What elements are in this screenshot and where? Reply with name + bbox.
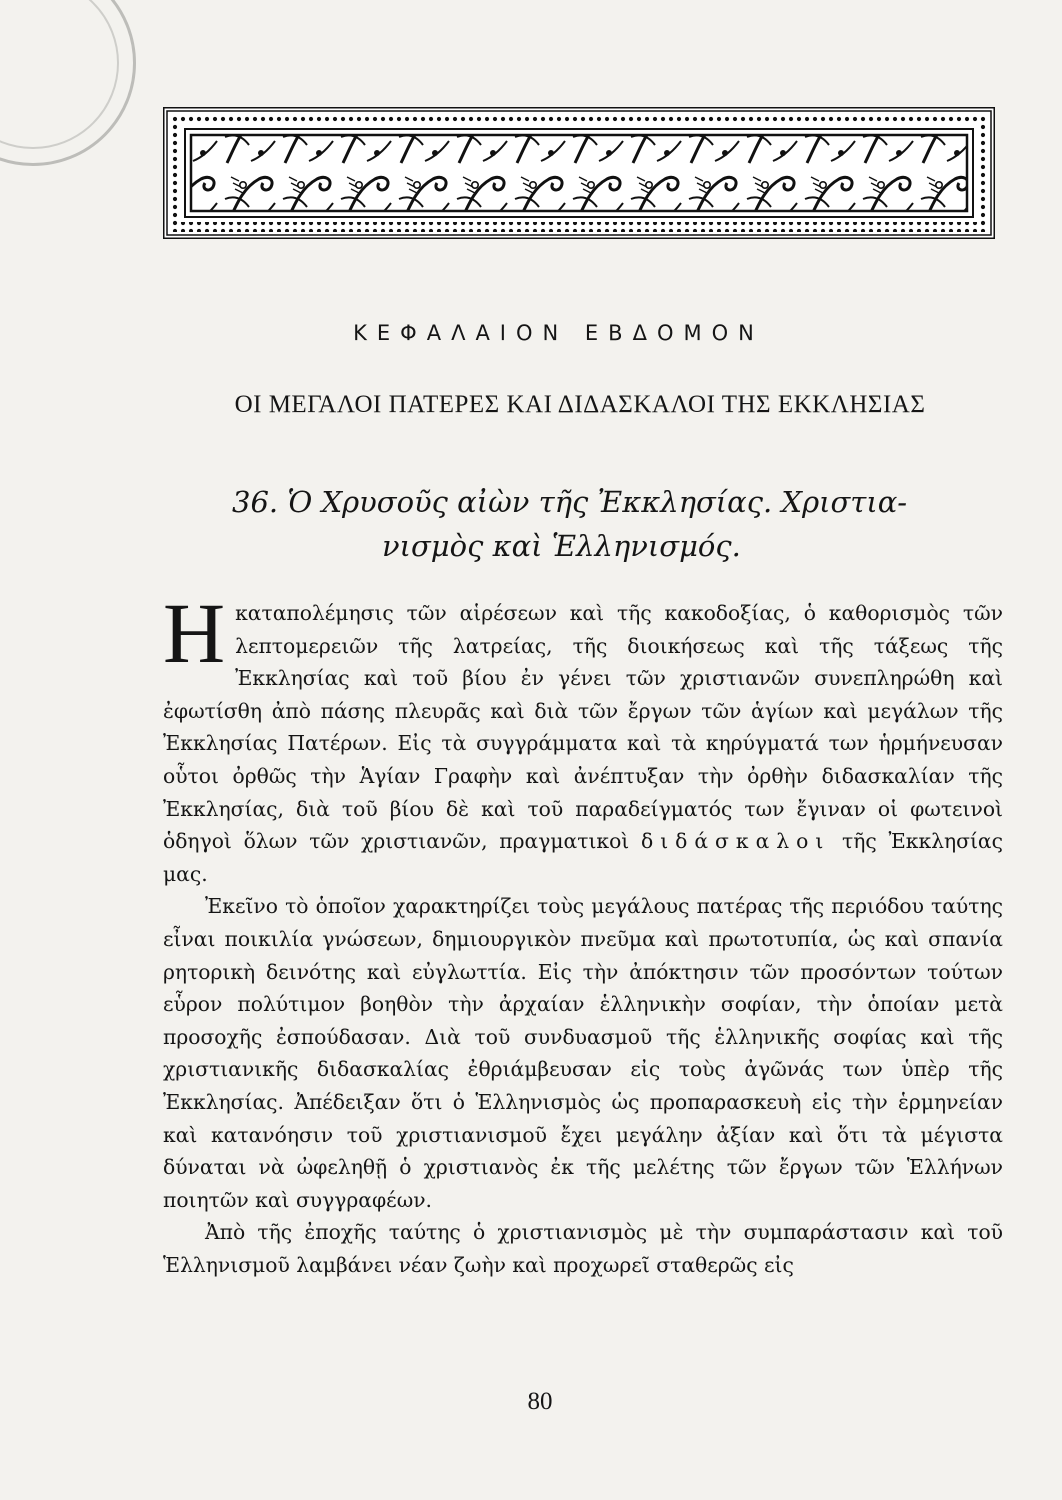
section-heading-line-1: 36. Ὁ Χρυσοῦς αἰὼν τῆς Ἐκκλησίας. Χριστια- (232, 485, 908, 519)
paragraph-1-text-b: τῆς Ἐκκλησίας μας. (163, 829, 1003, 886)
paragraph-2: Ἐκεῖνο τὸ ὁποῖον χαρακτηρίζει τοὺς μεγάλους πατέρας τῆς περιόδου ταύτης εἶναι ποικιλία γνώσεων, δημιουργικὸν πνεῦμα καὶ πρωτοτυπία, ὡς καὶ σπανία ρητορικὴ δεινότης καὶ εὐγλωττία. Εἰς τὴν ἀπόκτησιν τῶν προσόντων τούτων εὗρον πολύτιμον βοηθὸν τὴν ἀρχαίαν ἑλληνικὴν σοφίαν, τὴν ὁποίαν μετὰ προσοχῆς ἐσπούδασαν. Διὰ τοῦ συνδυασμοῦ τῆς ἑλληνικῆς σοφίας καὶ τῆς χριστιανικῆς διδασκαλίας ἐθριάμβευσαν εἰς τοὺς ἀγῶνάς των ὑπὲρ τῆς Ἐκκλησίας. Ἀπέδειξαν ὅτι ὁ Ἑλληνισμὸς ὡς προπαρασκευὴ εἰς τὴν ἑρμηνείαν καὶ κατανόησιν τοῦ χριστιανισμοῦ ἔχει μεγάλην ἀξίαν καὶ ὅτι τὰ μέγιστα δύναται νὰ ὠφεληθῇ ὁ χριστιανὸς ἐκ τῆς μελέτης τῶν ἔργων τῶν Ἑλλήνων ποιητῶν καὶ συγγραφέων. (163, 894, 1003, 1212)
page-number: 80 (527, 1388, 553, 1415)
section-heading-line-2: νισμὸς καὶ Ἑλληνισμός. (382, 529, 741, 563)
paragraph-1-text-a: καταπολέμησις τῶν αἱρέσεων καὶ τῆς κακοδοξίας, ὁ καθορισμὸς τῶν λεπτομερειῶν τῆς λατρείας, τῆς διοικήσεως καὶ τῆς τάξεως τῆς Ἐκκλησίας καὶ τοῦ βίου ἐν γένει τῶν χριστιανῶν συνεπληρώθη καὶ ἐφωτίσθη ἀπὸ πάσης πλευρᾶς καὶ διὰ τῶν ἔργων τῶν ἁγίων καὶ μεγάλων τῆς Ἐκκλησίας Πατέρων. Εἰς τὰ συγγράμματα καὶ τὰ κηρύγματά των ἡρμήνευσαν οὗτοι ὀρθῶς τὴν Ἁγίαν Γραφὴν καὶ ἀνέπτυξαν τὴν ὀρθὴν διδασκαλίαν τῆς Ἐκκλησίας, διὰ τοῦ βίου δὲ καὶ τοῦ παραδείγματός των ἔγιναν οἱ φωτεινοὶ ὁδηγοὶ ὅλων τῶν χριστιανῶν, πραγματικοὶ (163, 601, 1003, 854)
section-heading (230, 480, 1030, 568)
ornamental-header-band (163, 107, 995, 239)
drop-cap: Η (163, 585, 226, 681)
body-text (163, 585, 1003, 1281)
chapter-label: ΚΕΦΑΛΑΙΟΝ ΕΒΔΟΜΟΝ (353, 321, 764, 345)
library-stamp (0, 0, 136, 166)
chapter-title: ΟΙ ΜΕΓΑΛΟΙ ΠΑΤΕΡΕΣ ΚΑΙ ΔΙΔΑΣΚΑΛΟΙ ΤΗΣ ΕΚΚΛΗΣΙΑΣ (234, 391, 926, 418)
paragraph-3: Ἀπὸ τῆς ἐποχῆς ταύτης ὁ χριστιανισμὸς μὲ τὴν συμπαράστασιν καὶ τοῦ Ἑλληνισμοῦ λαμβάνει νέαν ζωὴν καὶ προχωρεῖ σταθερῶς εἰς (163, 1220, 1003, 1277)
emphasized-word: διδάσκαλοι (640, 829, 831, 854)
paragraph-1 (163, 585, 1003, 890)
